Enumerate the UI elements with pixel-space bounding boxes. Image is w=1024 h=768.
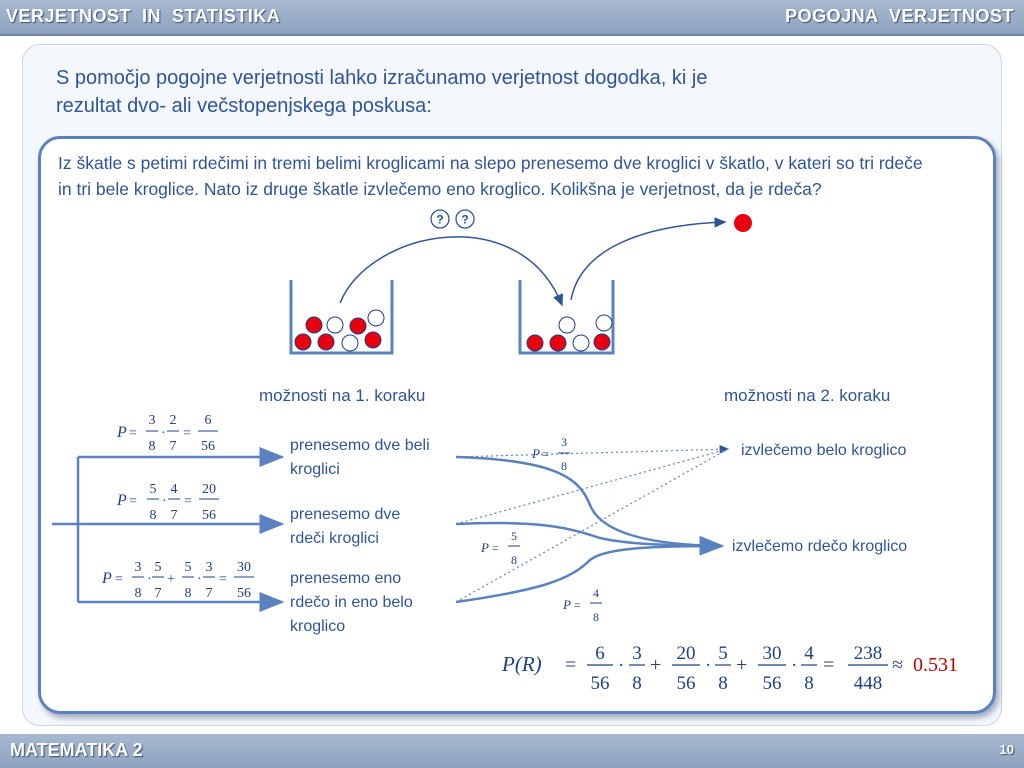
svg-text:·: · [197, 572, 202, 587]
svg-text:=: = [574, 598, 581, 612]
svg-text:5: 5 [511, 529, 517, 543]
footer-bar [0, 734, 1024, 768]
red-ball-icon [594, 334, 610, 350]
svg-text:·: · [705, 655, 712, 676]
svg-text:=: = [115, 572, 123, 587]
svg-text:P: P [102, 570, 112, 587]
target-box [520, 280, 613, 353]
white-ball-icon [342, 335, 358, 351]
svg-text:6: 6 [204, 413, 212, 428]
svg-text:3: 3 [632, 643, 642, 664]
svg-text:7: 7 [169, 439, 177, 454]
svg-text:56: 56 [237, 586, 251, 601]
svg-text:5: 5 [184, 560, 192, 575]
white-ball-icon [573, 335, 589, 351]
svg-text:7: 7 [205, 586, 213, 601]
svg-text:5: 5 [149, 482, 157, 497]
svg-text:8: 8 [511, 553, 517, 567]
option-one-each: prenesemo eno rdečo in eno belo kroglico [290, 570, 413, 635]
svg-text:30: 30 [237, 560, 251, 575]
svg-text:≈: ≈ [892, 654, 903, 676]
svg-text:=: = [129, 426, 137, 441]
svg-text:3: 3 [561, 435, 567, 449]
final-formula [501, 643, 958, 694]
svg-text:7: 7 [170, 508, 178, 523]
drawn-red-ball-icon [734, 214, 752, 232]
svg-text:8: 8 [149, 508, 157, 523]
red-ball-icon [295, 334, 311, 350]
svg-text:30: 30 [762, 643, 782, 664]
svg-text:=: = [184, 494, 192, 509]
svg-text:8: 8 [718, 673, 728, 694]
svg-text:=: = [823, 654, 835, 676]
branch-prob-1 [531, 435, 570, 473]
white-ball-icon [559, 317, 575, 333]
svg-text:·: · [161, 426, 166, 441]
section-title: POGOJNA VERJETNOST [785, 6, 1014, 26]
svg-text:6: 6 [595, 643, 605, 664]
svg-text:+: + [650, 654, 662, 676]
white-ball-icon [368, 310, 384, 326]
svg-text:+: + [167, 572, 175, 587]
svg-text:P: P [532, 446, 540, 461]
source-box [291, 280, 392, 353]
svg-text:=: = [129, 494, 137, 509]
step2-header: možnosti na 2. koraku [724, 386, 891, 405]
white-branches [456, 449, 728, 602]
svg-text:20: 20 [202, 482, 216, 497]
svg-text:=: = [492, 541, 499, 555]
white-ball-icon [327, 317, 343, 333]
svg-text:56: 56 [202, 508, 216, 523]
outcome-white: izvlečemo belo kroglico [741, 442, 907, 459]
option-two-red: prenesemo dve rdeči kroglici [290, 506, 401, 547]
red-ball-icon [527, 335, 543, 351]
svg-text:4: 4 [804, 643, 814, 664]
svg-text:+: + [736, 654, 748, 676]
final-result: 0.531 [913, 654, 958, 676]
svg-text:P: P [481, 540, 489, 555]
svg-text:5: 5 [154, 560, 162, 575]
formula-2 [116, 482, 219, 523]
outcome-red: izvlečemo rdečo kroglico [732, 538, 908, 555]
svg-text:56: 56 [590, 673, 610, 694]
svg-text:=: = [565, 654, 577, 676]
white-ball-icon [596, 315, 612, 331]
svg-text:P(R): P(R) [502, 652, 542, 676]
branch-prob-3 [562, 586, 602, 624]
tree-step2 [456, 457, 722, 602]
problem-text: Iz škatle s petimi rdečimi in tremi belimi kroglicami na slepo prenesemo dve kroglici v škatlo, v kateri so tri rdeče in tri bele kroglice. Nato iz druge škatle izvlečemo eno kroglico. Kolikšna je verjetnost, da je rdeča? [58, 153, 923, 199]
intro-text: S pomočjo pogojne verjetnosti lahko izračunamo verjetnost dogodka, ki je rezultat dvo- ali večstopenjskega poskusa: [56, 67, 708, 117]
svg-text:P: P [563, 597, 571, 612]
red-ball-icon [306, 317, 322, 333]
svg-text:8: 8 [632, 673, 642, 694]
svg-text:P: P [117, 424, 127, 441]
transfer-arrow [340, 237, 562, 305]
svg-text:2: 2 [169, 413, 177, 428]
svg-text:8: 8 [593, 610, 599, 624]
svg-text:56: 56 [762, 673, 782, 694]
red-ball-icon [550, 335, 566, 351]
option-two-white: prenesemo dve beli kroglici [290, 437, 430, 478]
svg-text:8: 8 [561, 459, 567, 473]
svg-text:·: · [618, 655, 625, 676]
svg-text:=: = [183, 426, 191, 441]
svg-text:·: · [147, 572, 152, 587]
unknown-ball-mark: ? [436, 212, 444, 227]
footer-course: MATEMATIKA 2 [10, 740, 143, 760]
red-ball-icon [350, 318, 366, 334]
svg-text:8: 8 [804, 673, 814, 694]
draw-arrow [571, 222, 725, 300]
svg-text:8: 8 [148, 439, 156, 454]
step1-header: možnosti na 1. koraku [259, 386, 426, 405]
svg-text:238: 238 [853, 643, 883, 664]
svg-text:·: · [791, 655, 798, 676]
svg-text:3: 3 [205, 560, 213, 575]
svg-text:20: 20 [676, 643, 696, 664]
svg-text:7: 7 [154, 586, 162, 601]
unknown-ball-mark: ? [461, 212, 469, 227]
page-number: 10 [999, 742, 1014, 757]
svg-text:4: 4 [593, 586, 599, 600]
red-ball-icon [318, 334, 334, 350]
svg-text:P: P [117, 492, 127, 509]
svg-text:3: 3 [148, 413, 156, 428]
svg-text:448: 448 [853, 673, 883, 694]
svg-text:56: 56 [676, 673, 696, 694]
svg-text:56: 56 [201, 439, 215, 454]
red-ball-icon [365, 332, 381, 348]
svg-text:·: · [162, 494, 167, 509]
svg-text:8: 8 [184, 586, 192, 601]
svg-text:4: 4 [170, 482, 178, 497]
svg-text:3: 3 [134, 560, 142, 575]
branch-prob-2 [480, 529, 520, 567]
course-title: VERJETNOST IN STATISTIKA [6, 6, 281, 26]
svg-text:8: 8 [134, 586, 142, 601]
svg-text:=: = [542, 447, 549, 461]
svg-text:=: = [219, 572, 227, 587]
svg-text:5: 5 [718, 643, 728, 664]
formula-1 [116, 413, 218, 454]
formula-3 [101, 560, 254, 601]
